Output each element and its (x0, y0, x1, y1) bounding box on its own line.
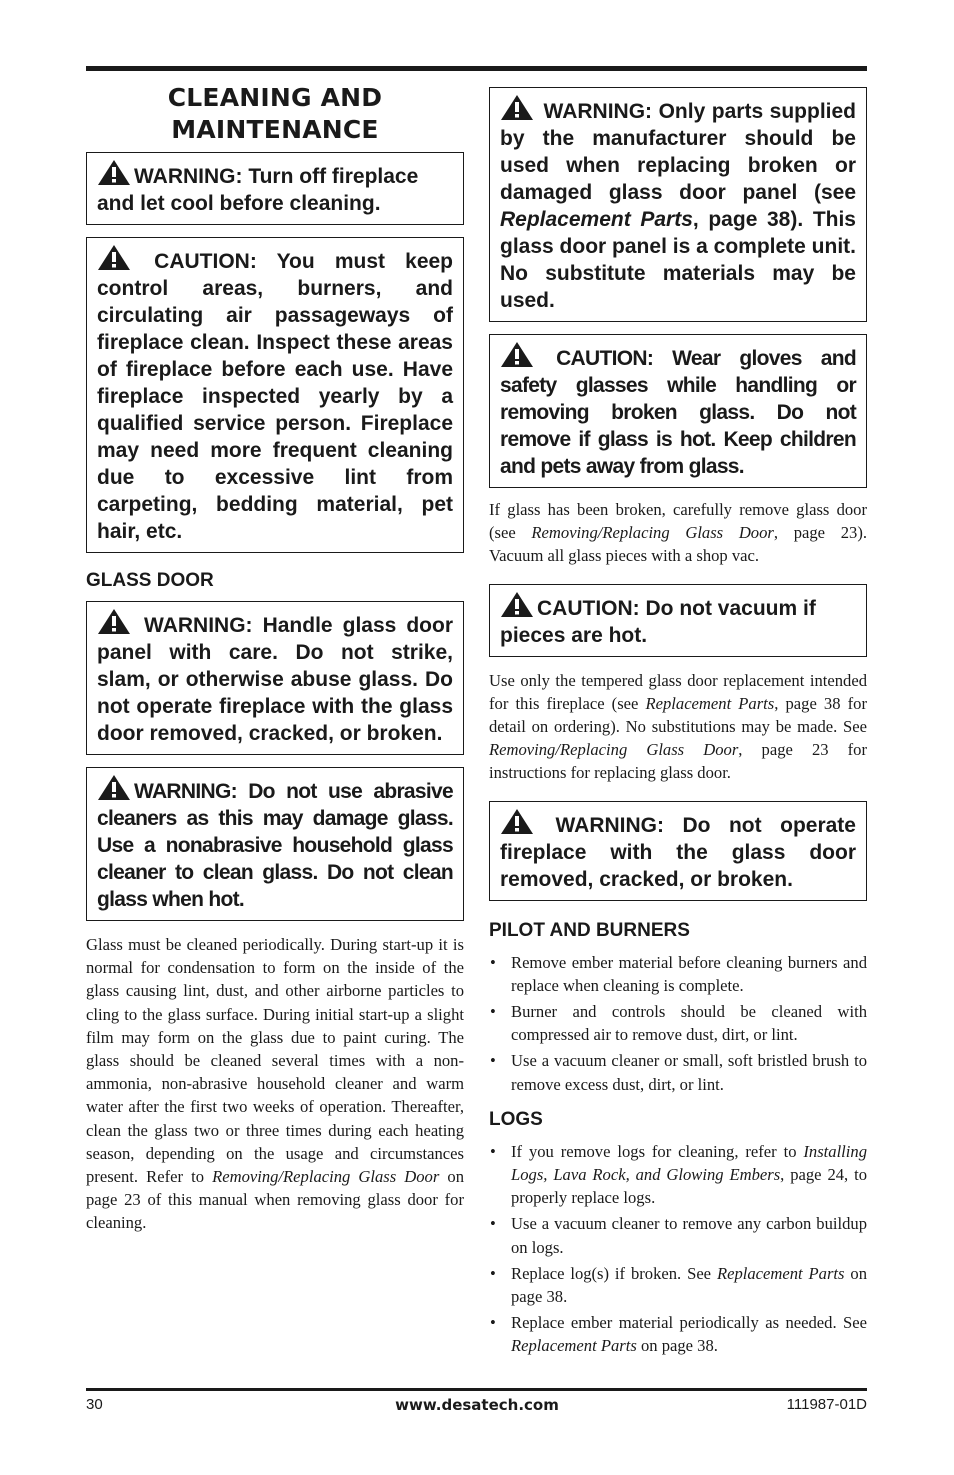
list-item (489, 951, 867, 997)
warning-cool-text: WARNING: Turn off fireplace and let cool before cleaning. (97, 165, 419, 215)
paragraph-tail: on page 23 of this manual when removing glass door for cleaning. (86, 1167, 465, 1233)
tempered-text-2: , page 38 for detail on ordering). No substitutions may be made. See (489, 693, 867, 737)
logs-list (489, 1140, 867, 1358)
warning-box-parts (489, 87, 867, 322)
bullet-icon: • (490, 952, 496, 972)
caution-gloves-text: CAUTION: Wear gloves and safety glasses while handling or removing broken glass. Do not remove if glass is hot. Keep children and pets away from glass. (500, 347, 856, 478)
warning-triangle-icon (500, 341, 534, 368)
list-item-text: Replace log(s) if broken. See (511, 1263, 717, 1283)
list-item (489, 1262, 867, 1308)
tempered-text-3: , page 23 for instructions for replacing glass door. (489, 740, 867, 783)
tempered-ref-1: Replacement Parts (645, 693, 775, 713)
warning-parts-ref: Replacement Parts (500, 208, 693, 231)
bullet-icon: • (490, 1002, 496, 1022)
list-item-text: Remove ember material before cleaning burners and replace when cleaning is complete. (511, 952, 867, 995)
warning-triangle-icon (500, 808, 534, 835)
list-item-text: , page 24, to properly replace logs. (511, 1165, 867, 1208)
left-column (86, 82, 464, 1251)
list-item-text: Use a vacuum cleaner to remove any carbon buildup on logs. (511, 1214, 867, 1257)
warning-box-handle (86, 601, 464, 755)
warning-triangle-icon (500, 94, 534, 121)
warning-box-cool (86, 152, 464, 225)
tempered-text-1: Use only the tempered glass door replacement intended for this fireplace (see (489, 670, 867, 713)
list-item-text: Replace ember material periodically as needed. See (511, 1313, 867, 1333)
list-item (489, 1049, 867, 1095)
right-column (489, 87, 867, 1361)
warning-handle-text: WARNING: Handle glass door panel with care. Do not strike, slam, or otherwise abuse glass. Do not operate fireplace with the glass door removed, cracked, or broken. (97, 614, 454, 745)
list-item (489, 1000, 867, 1046)
glass-cleaning-paragraph (86, 933, 464, 1235)
list-item-ref: Replacement Parts (716, 1263, 845, 1283)
warning-triangle-icon (97, 608, 131, 635)
broken-text: If glass has been broken, carefully remove glass door (see (489, 500, 867, 543)
page-number: 30 (86, 1396, 103, 1413)
warning-box-operate (489, 801, 867, 901)
caution-vacuum-text: CAUTION: Do not vacuum if pieces are hot. (500, 596, 816, 647)
broken-ref: Removing/Replacing Glass Door (531, 523, 774, 543)
warning-operate-text: WARNING: Do not operate fireplace with the glass door removed, cracked, or broken. (500, 813, 856, 891)
pilot-burners-list (489, 951, 867, 1096)
paragraph-text: Glass must be cleaned periodically. During start-up it is normal for condensation to form on the inside of the glass causing lint, dust, and other airborne particles to cling to the glass surface. During initial start-up a slight film may form on the glass due to paint curing. The glass should be cleaned several times with a non-ammonia, non-abrasive household cleaner and warm water after the first two weeks of operation. Thereafter, clean the glass two or three times during each heating season, depending on the usage and circumstances present. Refer to (86, 935, 464, 1187)
warning-triangle-icon (97, 774, 131, 801)
bullet-icon: • (490, 1141, 496, 1161)
bottom-rule (86, 1388, 867, 1391)
warning-abrasive-text: WARNING: Do not use abrasive cleaners as this may damage glass. Use a nonabrasive household glass cleaner to clean glass. Do not clean glass when hot. (97, 780, 453, 911)
caution-keep-clean-text: CAUTION: You must keep control areas, burners, and circulating air passageways of fireplace clean. Inspect these areas of fireplace before each use. Have fireplace inspected yearly by a qualified service person. Fireplace may need more frequent cleaning due to excessive lint from carpeting, bedding material, pet hair, etc. (97, 250, 453, 543)
website-link[interactable]: www.desatech.com (395, 1396, 559, 1414)
bullet-icon: • (490, 1313, 496, 1333)
warning-triangle-icon (97, 244, 131, 271)
glass-door-heading: GLASS DOOR (86, 570, 214, 591)
caution-box-vacuum (489, 584, 867, 657)
list-item (489, 1140, 867, 1210)
tempered-ref-2: Removing/Replacing Glass Door (489, 740, 739, 760)
top-rule (86, 66, 867, 71)
logs-heading: LOGS (489, 1108, 543, 1130)
warning-triangle-icon (500, 591, 534, 618)
warning-triangle-icon (97, 159, 131, 186)
caution-box-keep-clean (86, 237, 464, 553)
document-number: 111987-01D (786, 1396, 867, 1413)
warning-box-abrasive (86, 767, 464, 921)
warning-parts-text: WARNING: Only parts supplied by the manufacturer should be used when replacing broken or damaged glass door panel (see (500, 100, 856, 204)
pilot-burners-heading: PILOT AND BURNERS (489, 919, 690, 941)
list-item-ref: Replacement Parts (511, 1336, 637, 1356)
section-title (86, 82, 464, 146)
broken-post: , page 23). Vacuum all glass pieces with a shop vac. (489, 523, 867, 566)
list-item (489, 1311, 867, 1357)
caution-box-gloves (489, 334, 867, 488)
broken-glass-paragraph (489, 498, 867, 568)
bullet-icon: • (490, 1051, 496, 1071)
list-item-text: on page 38. (636, 1336, 718, 1356)
paragraph-ref: Removing/Replacing Glass Door (212, 1167, 440, 1187)
list-item-ref: Installing Logs, Lava Rock, and Glowing Embers (511, 1141, 867, 1185)
list-item-text: on page 38. (511, 1263, 867, 1307)
section-title-line2: MAINTENANCE (171, 115, 379, 144)
bullet-icon: • (490, 1214, 496, 1234)
tempered-glass-paragraph (489, 669, 867, 785)
section-title-line1: CLEANING AND (167, 83, 383, 112)
bullet-icon: • (490, 1263, 496, 1283)
list-item-text: Burner and controls should be cleaned with compressed air to remove dust, dirt, or lint. (511, 1002, 867, 1045)
list-item (489, 1212, 867, 1258)
list-item-text: Use a vacuum cleaner or small, soft bristled brush to remove excess dust, dirt, or lint. (511, 1051, 867, 1094)
warning-parts-post: , page 38). This glass door panel is a complete unit. No substitute materials may be used. (500, 208, 856, 312)
list-item-text: If you remove logs for cleaning, refer to (511, 1141, 804, 1161)
